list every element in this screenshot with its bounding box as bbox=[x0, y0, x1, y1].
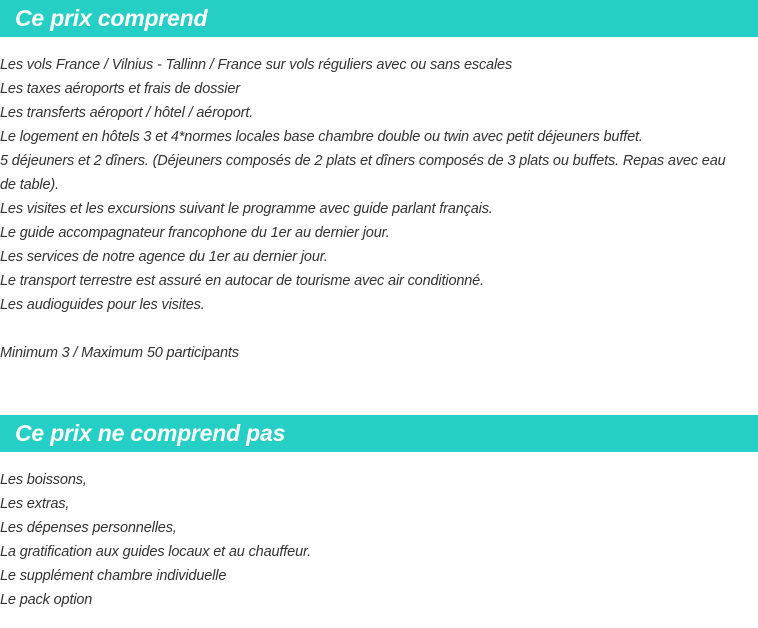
excluded-item-drinks: Les boissons, bbox=[0, 472, 87, 488]
included-section-header bbox=[0, 0, 758, 37]
included-item-agency-services: Les services de notre agence du 1er au dernier jour. bbox=[0, 249, 328, 265]
included-section-title: Ce prix comprend bbox=[15, 5, 208, 31]
included-item-taxes: Les taxes aéroports et frais de dossier bbox=[0, 81, 240, 97]
excluded-section-title: Ce prix ne comprend pas bbox=[15, 420, 286, 446]
included-item-transport: Le transport terrestre est assuré en autocar de tourisme avec air conditionné. bbox=[0, 273, 484, 289]
included-item-meals: 5 déjeuners et 2 dîners. (Déjeuners composés de 2 plats et dîners composés de 3 plats ou buffets. Repas avec eau de table). bbox=[0, 153, 726, 193]
included-item-transfers: Les transferts aéroport / hôtel / aéroport. bbox=[0, 105, 254, 121]
excluded-item-personal-expenses: Les dépenses personnelles, bbox=[0, 520, 177, 536]
excluded-item-pack-option: Le pack option bbox=[0, 592, 93, 608]
included-item-visits: Les visites et les excursions suivant le programme avec guide parlant français. bbox=[0, 201, 493, 217]
included-item-guide: Le guide accompagnateur francophone du 1er au dernier jour. bbox=[0, 225, 390, 241]
included-item-flights: Les vols France / Vilnius - Tallinn / France sur vols réguliers avec ou sans escales bbox=[0, 57, 513, 73]
excluded-item-gratuities: La gratification aux guides locaux et au chauffeur. bbox=[0, 544, 312, 560]
excluded-item-extras: Les extras, bbox=[0, 496, 70, 512]
included-item-audioguides: Les audioguides pour les visites. bbox=[0, 297, 205, 313]
excluded-section-header bbox=[0, 415, 758, 452]
included-items-list bbox=[0, 53, 740, 317]
excluded-items-list bbox=[0, 468, 740, 612]
participants-note: Minimum 3 / Maximum 50 participants bbox=[0, 345, 239, 361]
excluded-item-single-supplement: Le supplément chambre individuelle bbox=[0, 568, 227, 584]
included-item-lodging: Le logement en hôtels 3 et 4*normes locales base chambre double ou twin avec petit déjeuners buffet. bbox=[0, 129, 643, 145]
